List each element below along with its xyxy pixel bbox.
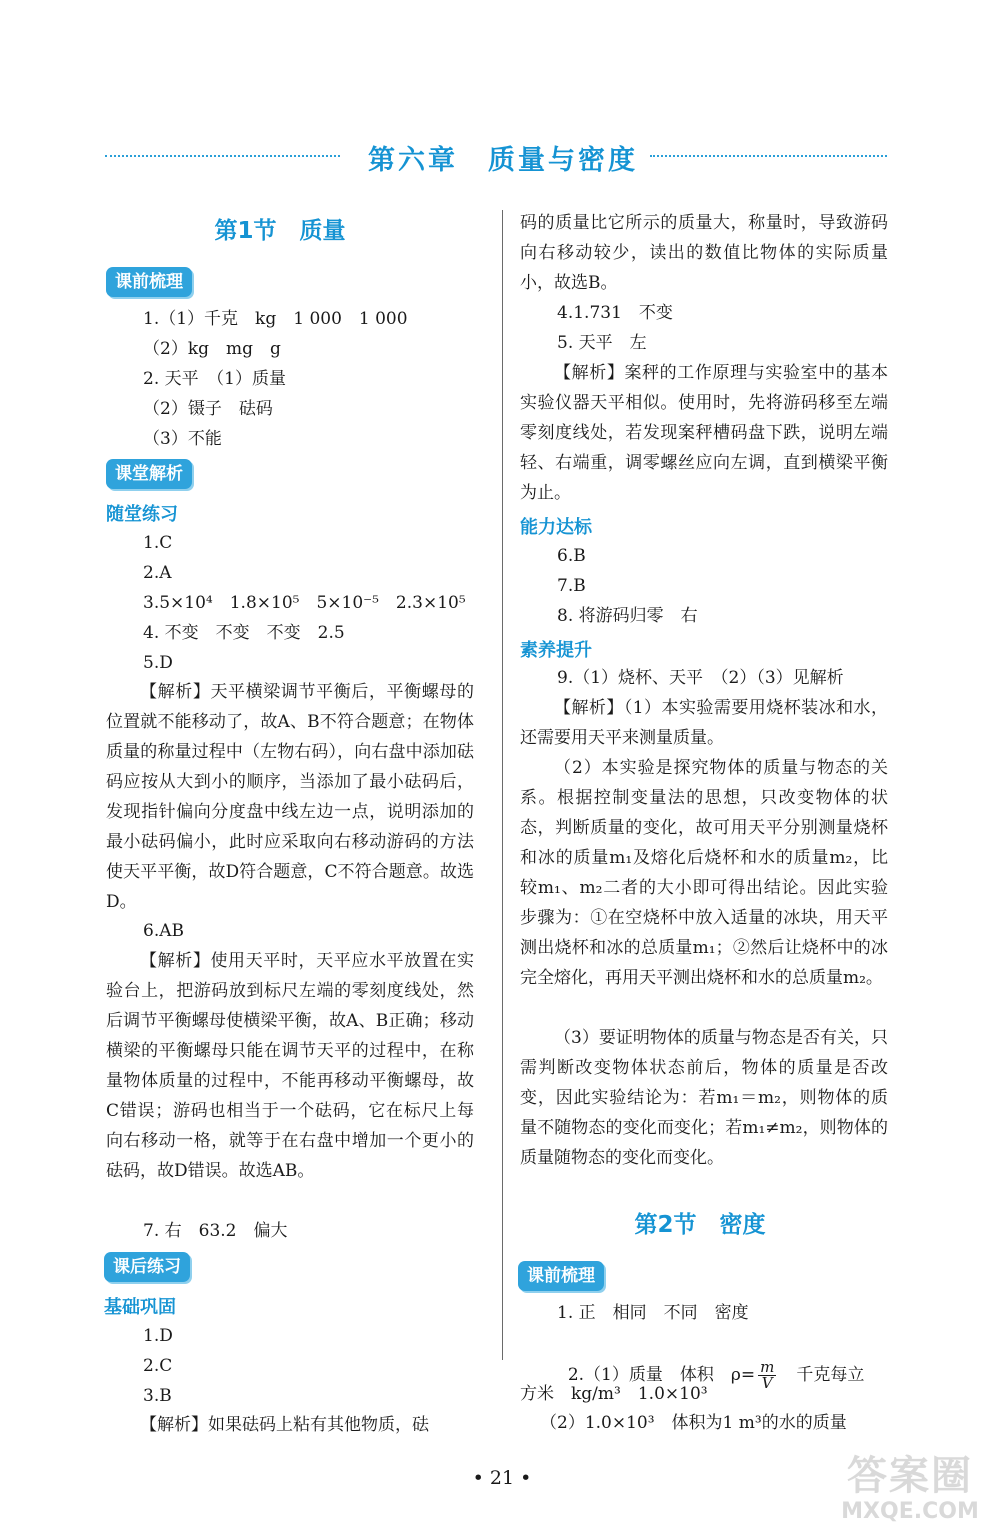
practice-line-3: 3.5×10⁴ 1.8×10⁵ 5×10⁻⁵ 2.3×10⁵ bbox=[143, 593, 466, 613]
preclass-line-5: （3）不能 bbox=[143, 429, 222, 449]
chapter-rule-right bbox=[650, 155, 887, 157]
basic-line-2: 2.C bbox=[143, 1356, 173, 1376]
q3-analysis-start: 【解析】如果砝码上粘有其他物质，砝 bbox=[140, 1415, 429, 1435]
section1-title: 第1节 质量 bbox=[214, 218, 346, 244]
density-line-3: 方米 kg/m³ 1.0×10³ bbox=[520, 1384, 708, 1404]
section2-title: 第2节 密度 bbox=[634, 1212, 766, 1238]
preclass-line-4: （2）镊子 砝码 bbox=[143, 399, 273, 419]
q9-answer: 9.（1）烧杯、天平 （2）（3）见解析 bbox=[557, 668, 844, 688]
q9-analysis-2: （2）本实验是探究物体的质量与物态的关系。根据控制变量法的思想，只改变物体的状态，判断质量的变化，故可用天平分别测量烧杯和冰的质量m₁及熔化后烧杯和水的质量m₂，比较m₁、m₂二者的大小即可得出结论。因此实验步骤为：①在空烧杯中放入适量的冰块，用天平测出烧杯和冰的总质量m₁；②然后让烧杯中的冰完全熔化，再用天平测出烧杯和水的总质量m₂。 bbox=[520, 758, 888, 988]
tag-inclass: 课堂解析 bbox=[106, 459, 192, 489]
practice-line-2: 2.A bbox=[143, 563, 172, 583]
sub-ability: 能力达标 bbox=[520, 517, 592, 538]
sub-practice: 随堂练习 bbox=[106, 504, 178, 525]
density-line-2-suffix: 千克每立 bbox=[779, 1365, 865, 1385]
watermark-top: 答案圈 bbox=[847, 1453, 973, 1499]
basic-line-3: 3.B bbox=[143, 1386, 172, 1406]
ability-line-2: 7.B bbox=[557, 576, 586, 596]
q5-answer: 5. 天平 左 bbox=[557, 333, 647, 353]
density-line-1: 1. 正 相同 不同 密度 bbox=[557, 1303, 749, 1323]
page-number: • 21 • bbox=[472, 1467, 532, 1489]
q5-analysis-right: 【解析】案秤的工作原理与实验室中的基本实验仪器天平相似。使用时，先将游码移至左端零刻度线处，若发现案秤槽码盘下跌，说明左端轻、右端重，调零螺丝应向左调，直到横梁平衡为止。 bbox=[520, 363, 888, 503]
ability-line-1: 6.B bbox=[557, 546, 586, 566]
preclass-line-2: （2）kg mg g bbox=[143, 339, 281, 359]
basic-line-1: 1.D bbox=[143, 1326, 173, 1346]
watermark-bottom: MXQE.COM bbox=[841, 1499, 979, 1524]
tag-preclass-2: 课前梳理 bbox=[518, 1261, 604, 1291]
tag-afterclass: 课后练习 bbox=[104, 1252, 190, 1282]
sub-basic: 基础巩固 bbox=[104, 1297, 176, 1318]
sub-literacy: 素养提升 bbox=[520, 640, 592, 661]
q3-analysis-cont: 码的质量比它所示的质量大，称量时，导致游码向右移动较少，读出的数值比物体的实际质量小，故选B。 bbox=[520, 213, 888, 293]
preclass-line-3: 2. 天平 （1）质量 bbox=[143, 369, 286, 389]
tag-preclass: 课前梳理 bbox=[106, 267, 192, 297]
practice-line-4: 4. 不变 不变 不变 2.5 bbox=[143, 623, 345, 643]
fraction-denominator: V bbox=[761, 1374, 773, 1392]
ability-line-3: 8. 将游码归零 右 bbox=[557, 606, 698, 626]
preclass-line-1: 1.（1）千克 kg 1 000 1 000 bbox=[143, 309, 408, 329]
practice-line-5: 5.D bbox=[143, 653, 173, 673]
q9-analysis-1: 【解析】（1）本实验需要用烧杯装冰和水，还需要用天平来测量质量。 bbox=[520, 698, 888, 748]
fraction-numerator: m bbox=[760, 1358, 775, 1376]
density-formula-fraction bbox=[758, 1360, 776, 1391]
density-line-2-prefix: 2.（1）质量 体积 ρ= bbox=[567, 1365, 756, 1385]
q4-answer: 4.1.731 不变 bbox=[557, 303, 673, 323]
chapter-title: 第六章 质量与密度 bbox=[368, 145, 638, 176]
watermark-logo bbox=[825, 1453, 995, 1533]
q5-analysis: 【解析】天平横梁调节平衡后，平衡螺母的位置就不能移动了，故A、B不符合题意；在物体质量的称量过程中（左物右码），向右盘中添加砝码应按从大到小的顺序，当添加了最小砝码后，发现指针偏向分度盘中线左边一点，说明添加的最小砝码偏小，此时应采取向右移动游码的方法使天平平衡，故D符合题意，C不符合题意。故选D。 bbox=[106, 682, 474, 912]
column-divider bbox=[502, 210, 503, 1360]
practice-line-1: 1.C bbox=[143, 533, 173, 553]
chapter-rule-left bbox=[105, 155, 340, 157]
q7-answer: 7. 右 63.2 偏大 bbox=[143, 1221, 288, 1241]
q6-answer: 6.AB bbox=[143, 921, 184, 941]
density-line-4: （2）1.0×10³ 体积为1 m³的水的质量 bbox=[540, 1413, 847, 1433]
q9-analysis-3: （3）要证明物体的质量与物态是否有关，只需判断改变物体状态前后，物体的质量是否改变，因此实验结论为：若m₁＝m₂，则物体的质量不随物态的变化而变化；若m₁≠m₂，则物体的质量随物态的变化而变化。 bbox=[520, 1028, 888, 1168]
q6-analysis: 【解析】使用天平时，天平应水平放置在实验台上，把游码放到标尺左端的零刻度线处，然后调节平衡螺母使横梁平衡，故A、B正确；移动横梁的平衡螺母只能在调节天平的过程中，在称量物体质量的过程中，不能再移动平衡螺母，故C错误；游码也相当于一个砝码，它在标尺上每向右移动一格，就等于在右盘中增加一个更小的砝码，故D错误。故选AB。 bbox=[106, 951, 474, 1181]
